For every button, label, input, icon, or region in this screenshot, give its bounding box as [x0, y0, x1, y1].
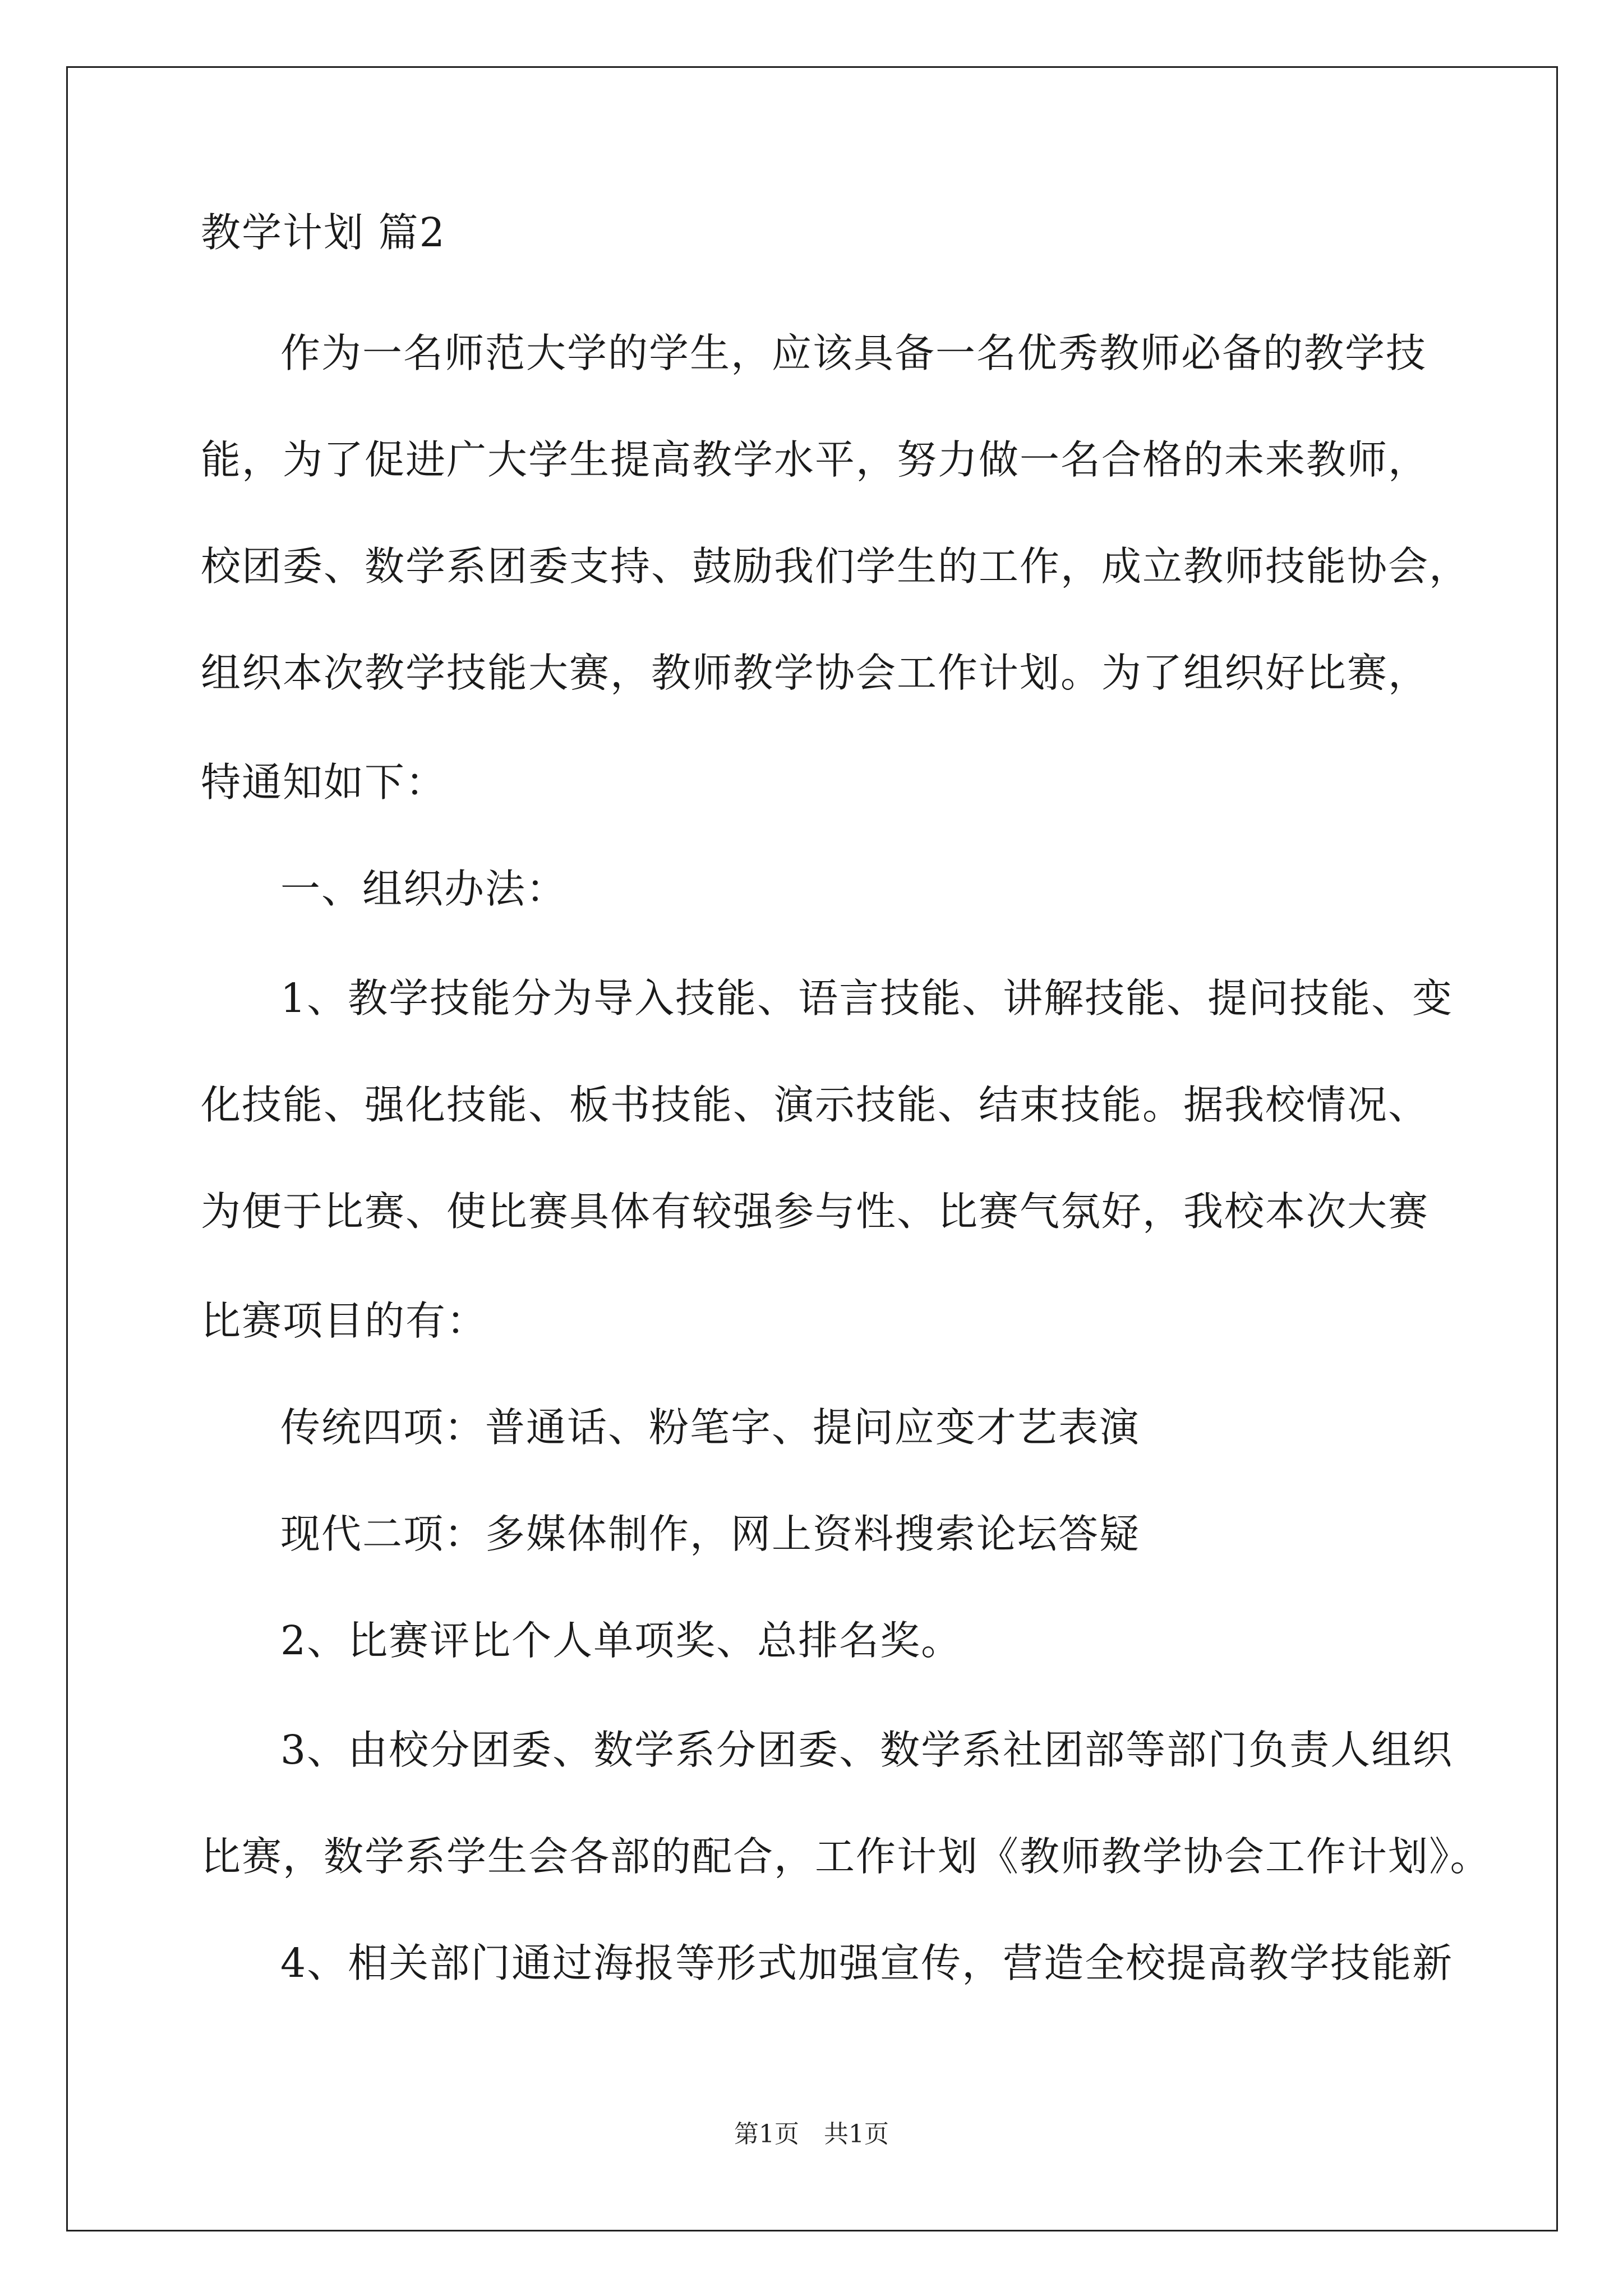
text-line: 组织本次教学技能大赛，教师教学协会工作计划。为了组织好比赛， — [201, 650, 1430, 696]
text-line: 能，为了促进广大学生提高教学水平，努力做一名合格的未来教师， — [201, 436, 1430, 483]
text-line: 作为一名师范大学的学生，应该具备一名优秀教师必备的教学技 — [280, 330, 1427, 376]
text-line: 现代二项：多媒体制作，网上资料搜索论坛答疑 — [280, 1511, 1141, 1557]
page-number-footer: 第1页 共1页 — [734, 2120, 889, 2148]
text-line: 比赛，数学系学生会各部的配合，工作计划《教师教学协会工作计划》。 — [201, 1833, 1491, 1880]
document-heading: 教学计划 篇2 — [201, 209, 446, 256]
text-line: 2、比赛评比个人单项奖、总排名奖。 — [280, 1617, 962, 1664]
text-line: 为便于比赛、使比赛具体有较强参与性、比赛气氛好，我校本次大赛 — [201, 1188, 1430, 1235]
text-line: 特通知如下： — [201, 759, 447, 806]
text-line: 1、教学技能分为导入技能、语言技能、讲解技能、提问技能、变 — [280, 975, 1454, 1022]
text-line: 化技能、强化技能、板书技能、演示技能、结束技能。据我校情况、 — [201, 1082, 1430, 1128]
text-line: 传统四项：普通话、粉笔字、提问应变才艺表演 — [280, 1404, 1141, 1451]
text-line: 3、由校分团委、数学系分团委、数学系社团部等部门负责人组织 — [280, 1727, 1454, 1773]
text-line: 4、相关部门通过海报等形式加强宣传，营造全校提高教学技能新 — [280, 1940, 1454, 1986]
text-line: 一、组织办法： — [280, 866, 568, 912]
text-line: 比赛项目的有： — [201, 1297, 488, 1344]
page-border — [66, 66, 1558, 2231]
text-line: 校团委、数学系团委支持、鼓励我们学生的工作，成立教师技能协会， — [201, 543, 1470, 590]
